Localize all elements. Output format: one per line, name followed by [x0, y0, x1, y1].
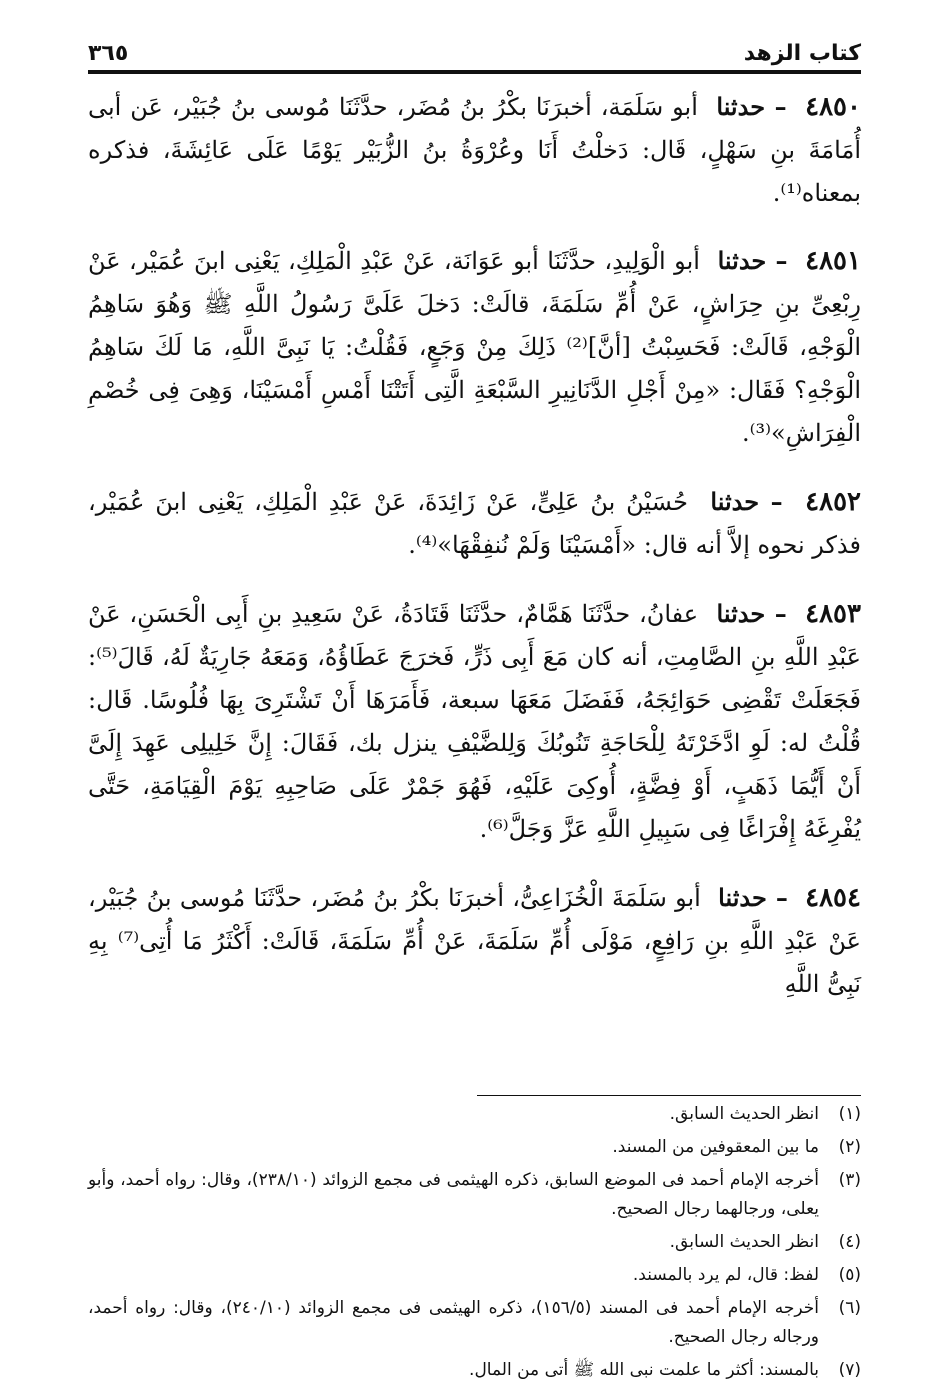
footnote-text: أخرجه الإمام أحمد فى الموضع السابق، ذكره الهيثمى فى مجمع الزوائد (٢٣٨/١٠)، وقال: رواه أحمد، وأبو يعلى، ورجالهما رجال الصحيح. — [88, 1170, 820, 1219]
footnote-mark: (١) — [838, 1104, 861, 1124]
hadith-4852 — [88, 480, 861, 567]
hadith-4850 — [88, 85, 861, 215]
hadith-text: عفانُ، حدَّثَنَا هَمَّامٌ، حدَّثَنَا قَتَادَةُ، عَنْ سَعِيدِ بنِ أَبِى الْحَسَنِ، عَنْ عَبْدِ اللَّهِ بنِ الصَّامِتِ، أنه كان مَعَ أَبِى ذَرٍّ، فَخرَجَ عَطَاؤُهُ، وَمَعَهُ جَارِيَةٌ لَهُ، قَالَ⁽⁵⁾: فَجَعَلَتْ تَقْضِى حَوَائِجَهُ، فَفَضَلَ مَعَهَا سبعة، فَأَمَرَهَا أَنْ تَشْتَرِىَ بِهَا فُلُوسًا. قَال: قُلْتُ له: لَوِ ادَّخَرْتَهُ لِلْحَاجَةِ تَنُوبُكَ وَلِلضَّيْفِ ينزل بك، فَقَالَ: إِنَّ خَلِيلِى عَهِدَ إِلَىَّ أَنْ أَيُّمَا ذَهَبٍ، أَوْ فِضَّةٍ، أُوكِىَ عَلَيْهِ، فَهُوَ جَمْرٌ عَلَى صَاحِبِهِ يَوْمَ الْقِيَامَةِ، حَتَّى يُفْرِغَهُ إِفْرَاغًا فِى سَبِيلِ اللَّهِ عَزَّ وَجَلَّ⁽⁶⁾. — [88, 600, 862, 843]
footnote-text: ما بين المعقوفين من المسند. — [612, 1137, 819, 1157]
hadith-number: ٤٨٥٢ — [805, 487, 862, 517]
footnote-text: انظر الحديث السابق. — [669, 1104, 819, 1124]
hadith-lead: – حدثنا — [718, 883, 797, 912]
hadith-lead: – حدثنا — [710, 487, 795, 516]
footnote-6 — [88, 1294, 861, 1352]
footnote-rule — [477, 1095, 861, 1096]
book-title: كتاب الزهد — [743, 41, 861, 66]
page-number: ٣٦٥ — [88, 41, 129, 66]
hadith-4854 — [88, 876, 861, 1006]
page-header — [88, 28, 861, 66]
footnote-text: أخرجه الإمام أحمد فى المسند (١٥٦/٥)، ذكره الهيثمى فى مجمع الزوائد (٢٤٠/١٠)، وقال: رواه أحمد، ورجاله رجال الصحيح. — [88, 1298, 819, 1347]
footnote-3 — [88, 1166, 861, 1224]
header-rule — [88, 70, 861, 74]
footnote-mark: (٤) — [838, 1232, 861, 1252]
hadith-text: حُسَيْنُ بنُ عَلِىٍّ، عَنْ زَائِدَةَ، عَنْ عَبْدِ الْمَلِكِ، يَعْنِى ابنَ عُمَيْر، فذكر نحوه إلاَّ أنه قال: «أَمْسَيْنَا وَلَمْ نُنفِقْهَا»⁽⁴⁾. — [88, 488, 861, 559]
footnote-mark: (٥) — [838, 1265, 861, 1285]
footnote-mark: (٦) — [838, 1298, 861, 1318]
hadith-4851 — [88, 239, 861, 455]
footnote-mark: (٣) — [838, 1170, 862, 1190]
footnote-2 — [88, 1133, 861, 1162]
hadith-text: أبو سَلَمَة، أخبرَنَا بكْرُ بنُ مُضَر، حدَّثَنَا مُوسى بنُ جُبَيْر، عَن أبى أُمَامَةَ بنِ سَهْلٍ، قَال: دَخلْتُ أَنَا وعُرْوَةُ بنُ الزُّبَيْر يَوْمًا عَلَى عَائِشَةَ، فذكره بمعناه⁽¹⁾. — [88, 93, 861, 207]
footnote-mark: (٧) — [838, 1360, 861, 1380]
hadith-lead: – حدثنا — [716, 599, 797, 628]
footnote-text: انظر الحديث السابق. — [669, 1232, 819, 1252]
footnote-4 — [88, 1228, 861, 1257]
hadith-text: أبو سَلَمَةَ الْخُزَاعِىُّ، أخبرَنَا بكْرُ بنُ مُضَر، حدَّثَنَا مُوسى بنُ جُبَيْر، عَنْ عَبْدِ اللَّهِ بنِ رَافِعٍ، مَوْلَى أُمِّ سَلَمَةَ، عَنْ أُمِّ سَلَمَةَ، قَالَتْ: أَكْثَرُ مَا أُتِى⁽⁷⁾ بِهِ نَبِىُّ اللَّهِ — [88, 884, 861, 998]
footnote-5 — [88, 1261, 861, 1290]
hadith-number: ٤٨٥٣ — [805, 599, 861, 629]
hadith-number: ٤٨٥١ — [805, 246, 861, 276]
footnote-7 — [88, 1356, 861, 1385]
footnote-text: بالمسند: أكثر ما علمت نبى الله ﷺ أتى من المال. — [469, 1360, 819, 1380]
hadith-number: ٤٨٥٤ — [805, 883, 861, 913]
footnotes — [88, 1100, 861, 1385]
hadith-text: أبو الْوَلِيدِ، حدَّثَنَا أبو عَوَانَة، عَنْ عَبْدِ الْمَلِكِ، يَعْنِى ابنَ عُمَيْر، عَنْ رِبْعِىِّ بنِ حِرَاشٍ، عَنْ أُمِّ سَلَمَةَ، قالَتْ: دَخلَ عَلَىَّ رَسُولُ اللَّهِ ﷺ وَهُوَ سَاهِمُ الْوَجْهِ، قَالَتْ: فَحَسِبْتُ [أنَّ]⁽²⁾ ذَلِكَ مِنْ وَجَعٍ، فَقُلْتُ: يَا نَبِىَّ اللَّهِ، مَا لَكَ سَاهِمُ الْوَجْهِ؟ فَقَال: «مِنْ أَجْلِ الدَّنَانِيرِ السَّبْعَةِ الَّتِى أَتَتْنَا أَمْسِ أَمْسَيْنَا، وَهِىَ فِى خُصْمِ الْفِرَاشِ»⁽³⁾. — [88, 247, 862, 447]
hadith-4853 — [88, 592, 861, 851]
footnote-text: لفظ: قال، لم يرد بالمسند. — [632, 1265, 819, 1285]
footnote-mark: (٢) — [838, 1137, 861, 1157]
hadith-lead: – حدثنا — [716, 92, 797, 121]
footnote-1 — [88, 1100, 861, 1129]
hadith-lead: – حدثنا — [717, 246, 797, 275]
hadith-number: ٤٨٥٠ — [805, 92, 861, 122]
